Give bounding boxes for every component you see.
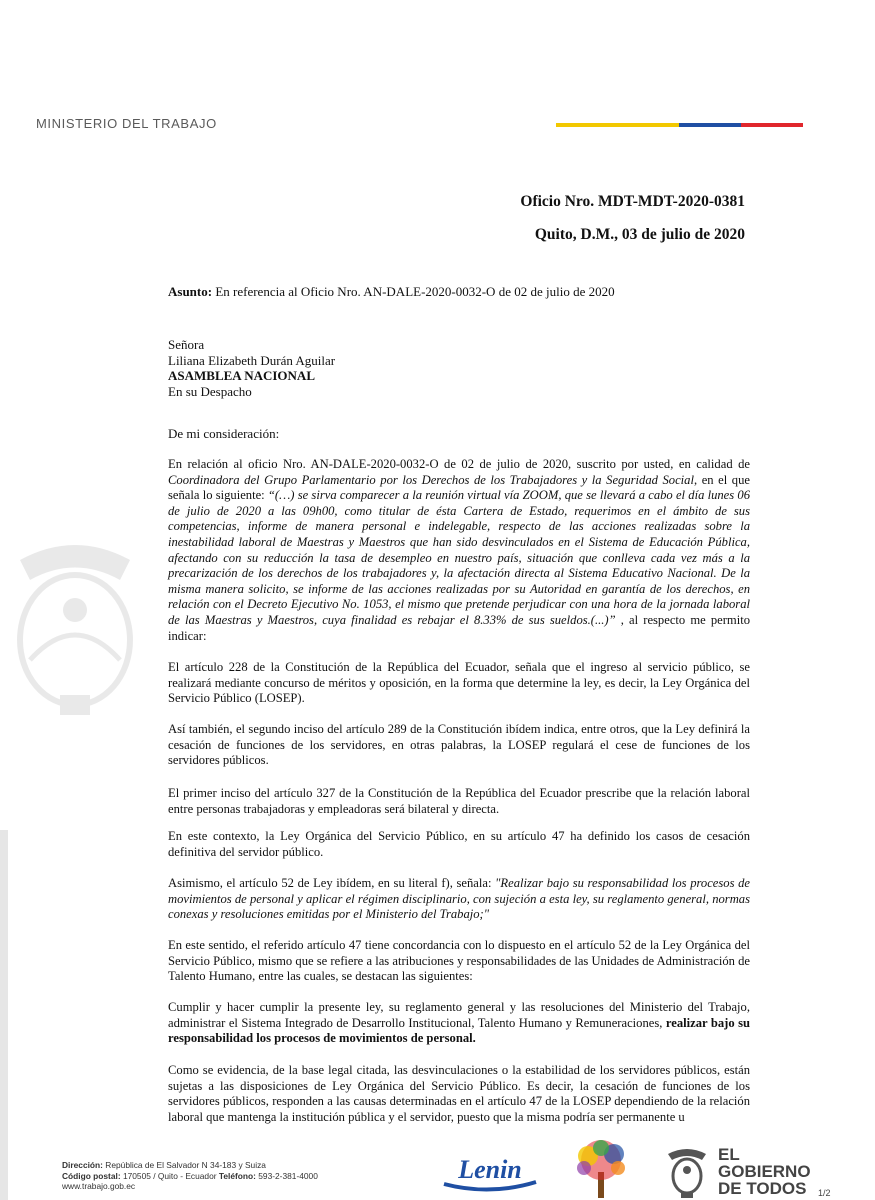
paragraph-5: En este contexto, la Ley Orgánica del Servicio Público, en su artículo 47 ha definido los casos de cesación definitiva del servidor público. [168, 829, 750, 859]
paragraph-2: El artículo 228 de la Constitución de la República del Ecuador, señala que el ingreso al servicio público, se realizará mediante concurso de méritos y oposición, en la forma que determine la ley, es decir, la Ley Orgánica del Servicio Público (LOSEP). [168, 660, 750, 706]
asunto-text: En referencia al Oficio Nro. AN-DALE-2020-0032-O de 02 de julio de 2020 [215, 284, 615, 299]
footer-postal-label: Código postal: [62, 1170, 121, 1181]
recipient-block [168, 337, 750, 399]
gob-line-1: EL [718, 1145, 740, 1164]
footer-phone-label: Teléfono: [218, 1170, 256, 1181]
p1-text-1: En relación al oficio Nro. AN-DALE-2020-0032-O de 02 de julio de 2020, suscrito por usted, en calidad de [168, 457, 750, 471]
page-number: 1/2 [818, 1188, 831, 1198]
lenin-logo [440, 1150, 540, 1195]
recipient-name: Liliana Elizabeth Durán Aguilar [168, 352, 336, 368]
recipient-salutation: Señora [168, 337, 205, 352]
greeting: De mi consideración: [168, 426, 280, 441]
footer-address-value: República de El Salvador N 34-183 y Suiza [102, 1160, 266, 1170]
oficio-number: Oficio Nro. MDT-MDT-2020-0381 [520, 193, 745, 210]
p1-italic-role: Coordinadora del Grupo Parlamentario por los Derechos de los Trabajadores y la Seguridad Social [168, 472, 694, 487]
paragraph-4: El primer inciso del artículo 327 de la Constitución de la República del Ecuador prescribe que la relación laboral entre personas trabajadoras y empleadoras será bilateral y directa. [168, 786, 750, 816]
paragraph-6 [168, 876, 750, 923]
paragraph-8 [168, 1000, 750, 1047]
p1-italic-quote: “(…) se sirva comparecer a la reunión virtual vía ZOOM, que se llevará a cabo el día lunes 06 de julio de 2020 a las 09h00, como titular de ésta Cartera de Estado, requerimos en el ámbito de sus competencias, informe de manera personal e indelegable, respecto de las acciones realizadas sobre la inestabilidad laboral de Maestras y Maestros que han sido desvinculados en el Sistema de Educación Pública, afectando con su reducción la tasa de desempleo en nuestro país, situación que conlleva cada vez más a la precarización de los derechos de los trabajadores y, la afectación directa al Sistema Educativo Nacional. De la misma manera solicito, se informe de las acciones realizadas por su Autoridad en garantía de los derechos, en relación con el Decreto Ejecutivo No. 1053, el mismo que pretende perjudicar con una hora de la jornada laboral de las Maestras y Maestros, cuya finalidad es rebajar el 8.33% de sus sueldos.(...)” [168, 488, 750, 627]
p6-italic-quote: "Realizar bajo su responsabilidad los procesos de movimientos de personal y aplicar el régimen disciplinario, con sujeción a esta ley, su reglamento general, normas conexas y resoluciones emitidas por el Ministerio del Trabajo;" [168, 876, 751, 922]
recipient-institution: ASAMBLEA NACIONAL [168, 368, 315, 384]
flag-color-bar [556, 123, 803, 127]
footer-postal-value: 170505 / Quito - Ecuador [120, 1170, 219, 1181]
paragraph-9: Como se evidencia, de la base legal citada, las desvinculaciones o la estabilidad de los servidores públicos, están sujetas a las disposiciones de Ley Orgánica del Servicio Público. Es decir, la cesación de funciones de los servidores públicos, responden a las causas determinadas en el artículo 47 de la LOSEP dependiendo de la relación laboral que mantenga la institución pública y el servidor, puesto que la misma podría ser permanente u [168, 1063, 750, 1124]
asunto-line [168, 284, 750, 300]
paragraph-7: En este sentido, el referido artículo 47 tiene concordancia con lo dispuesto en el artículo 52 de la Ley Orgánica del Servicio Público, mismo que se refiere a las atribuciones y responsabilidades de las Unidades de Administración de Talento Humano, entre las cuales, se destacan las siguientes: [168, 938, 750, 984]
p1-text-5: , al respecto me permito indicar: [168, 612, 751, 643]
paragraph-3: Así también, el segundo inciso del artículo 289 de la Constitución ibídem indica, entre otros, que la Ley definirá la cesación de funciones de los servidores, en otras palabras, la LOSEP regulará el cese de funciones de los servidores públicos. [168, 722, 750, 768]
paragraph-1 [168, 457, 750, 644]
gob-line-3: DE TODOS [718, 1179, 807, 1198]
gob-line-2: GOBIERNO [718, 1162, 811, 1181]
recipient-location: En su Despacho [168, 383, 252, 399]
footer-website: www.trabajo.gob.ec [62, 1181, 136, 1192]
flag-yellow-stripe [556, 123, 679, 127]
asunto-label: Asunto: [168, 284, 213, 299]
tree-logo-icon [566, 1138, 636, 1200]
page-edge-shadow [0, 830, 8, 1200]
footer-address-label: Dirección: [62, 1160, 103, 1170]
ministry-header-title: MINISTERIO DEL TRABAJO [36, 116, 217, 131]
gobierno-de-todos-logo [718, 1146, 811, 1197]
ecuador-coat-of-arms-watermark [0, 530, 150, 720]
footer-phone-value: 593-2-381-4000 [255, 1170, 318, 1181]
p8-bold-text: realizar bajo su responsabilidad los procesos de movimientos de personal. [168, 1015, 751, 1046]
footer-postal [62, 1171, 318, 1182]
p6-text-1: Asimismo, el artículo 52 de Ley ibídem, en su literal f), señala: [168, 876, 496, 890]
flag-red-stripe [741, 123, 803, 127]
ecuador-seal-icon [662, 1144, 712, 1200]
place-date: Quito, D.M., 03 de julio de 2020 [534, 226, 745, 243]
footer-address [62, 1160, 318, 1171]
lenin-logo-text: Lenin [458, 1155, 522, 1184]
p8-text-1: Cumplir y hacer cumplir la presente ley, su reglamento general y las resoluciones del Ministerio del Trabajo, administrar el Sistema Integrado de Desarrollo Institucional, Talento Humano y Remuneraciones, [168, 1000, 750, 1030]
flag-blue-stripe [679, 123, 741, 127]
p1-text-3: , en el que señala lo siguiente: [168, 472, 750, 503]
footer-address-block [62, 1160, 318, 1192]
